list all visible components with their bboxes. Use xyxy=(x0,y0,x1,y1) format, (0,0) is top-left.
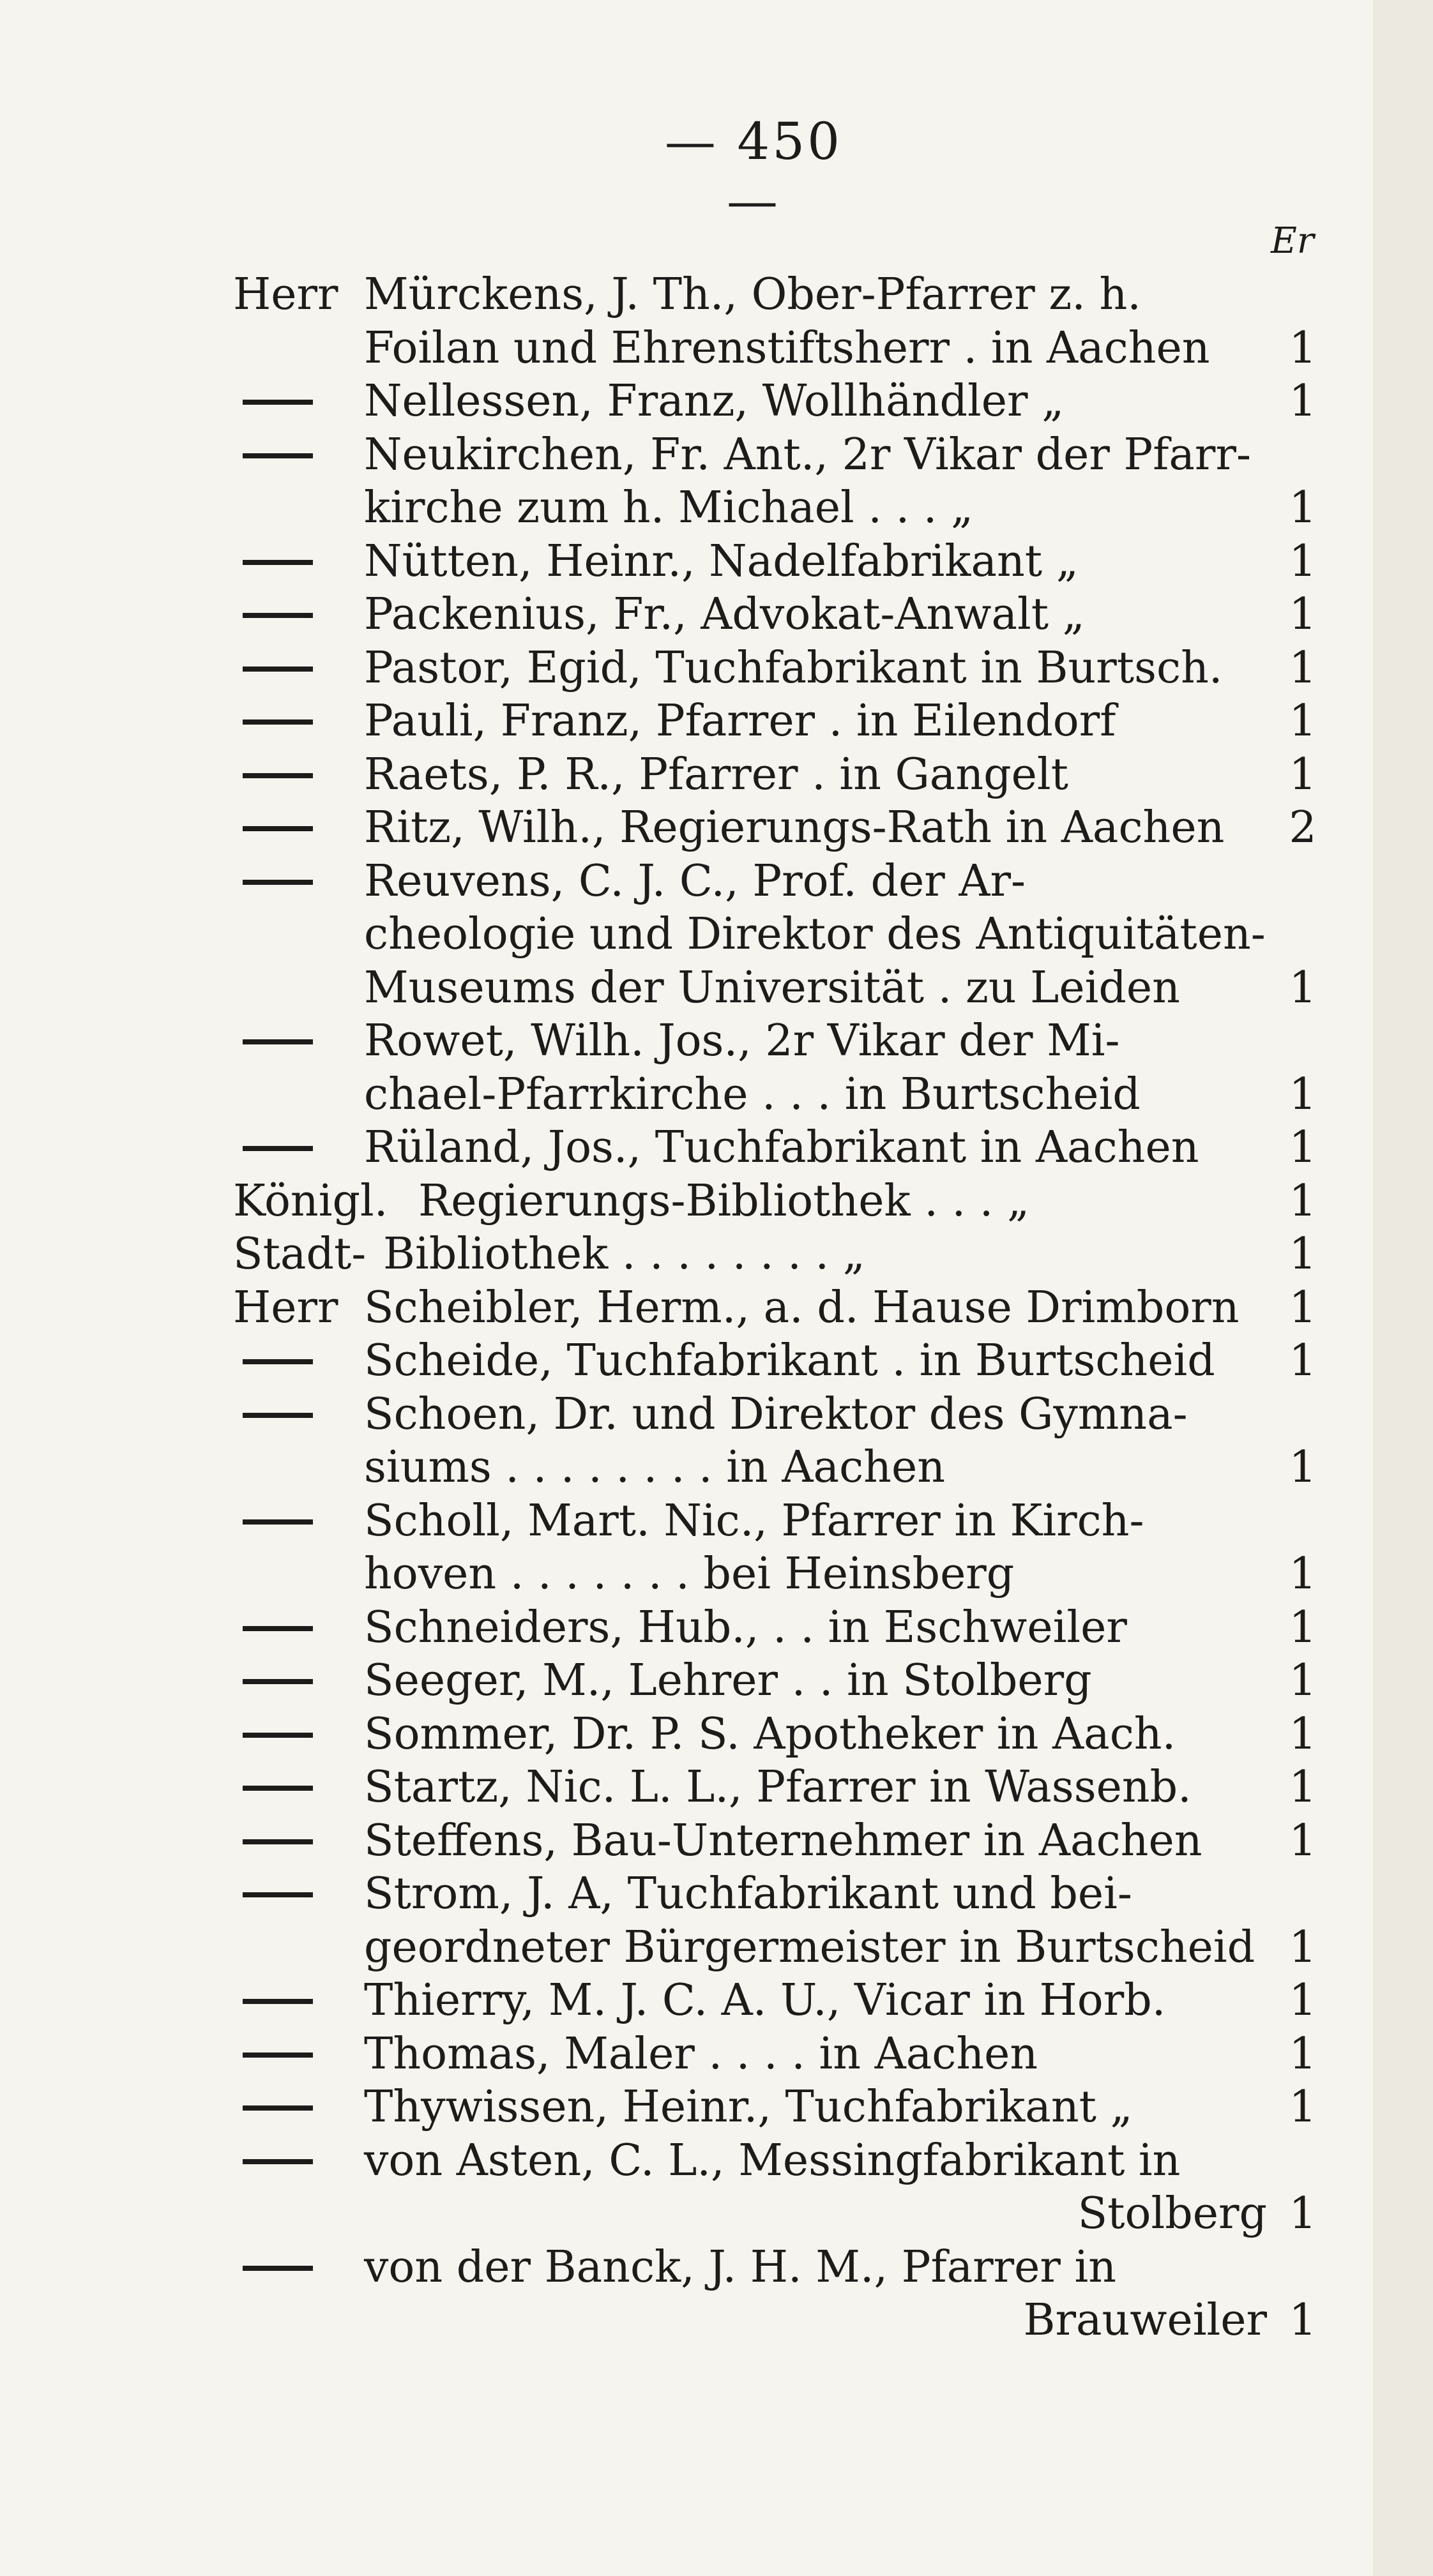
list-line xyxy=(0,908,1433,961)
page-number-value: 450 xyxy=(737,112,843,171)
entry-count: 1 xyxy=(1289,483,1317,533)
list-line xyxy=(0,1495,1433,1548)
entry-count: 1 xyxy=(1289,1922,1317,1973)
entry-text: Regierungs-Bibliothek . . . „ xyxy=(418,1175,1030,1226)
entry-text: hoven . . . . . . . bei Heinsberg xyxy=(364,1549,1015,1599)
list-line xyxy=(0,1121,1433,1174)
entry-text: Packenius, Fr., Advokat-Anwalt „ xyxy=(364,589,1085,640)
entry-count: 1 xyxy=(1289,1282,1317,1333)
list-line xyxy=(0,748,1433,801)
entry-count: 1 xyxy=(1289,749,1317,800)
entry-text: Foilan und Ehrenstiftsherr . in Aachen xyxy=(364,322,1210,373)
entry-prefix: Königl. xyxy=(233,1175,388,1226)
entry-text: kirche zum h. Michael . . . „ xyxy=(364,483,974,533)
ditto-dash xyxy=(243,1839,313,1844)
entry-text: Thywissen, Heinr., Tuchfabrikant „ xyxy=(364,2082,1133,2132)
page-number xyxy=(639,112,868,230)
list-line xyxy=(0,1867,1433,1920)
list-line xyxy=(0,961,1433,1014)
entry-prefix: Herr xyxy=(233,1282,338,1333)
list-line xyxy=(0,1228,1433,1281)
list-line xyxy=(0,1388,1433,1441)
page-number-dash-right: — xyxy=(727,171,780,230)
entry-text: von der Banck, J. H. M., Pfarrer in xyxy=(364,2241,1117,2293)
list-line xyxy=(0,1814,1433,1867)
entry-text: Rüland, Jos., Tuchfabrikant in Aachen xyxy=(364,1122,1199,1173)
list-line xyxy=(0,1281,1433,1334)
list-line xyxy=(0,2081,1433,2134)
entry-text: Schoen, Dr. und Direktor des Gymna- xyxy=(364,1389,1188,1440)
entry-text: Scheide, Tuchfabrikant . in Burtscheid xyxy=(364,1336,1215,1386)
entry-count: 1 xyxy=(1289,1815,1317,1866)
ditto-dash xyxy=(243,453,313,458)
entry-text: Strom, J. A, Tuchfabrikant und bei- xyxy=(364,1869,1132,1919)
entry-text: Mürckens, J. Th., Ober-Pfarrer z. h. xyxy=(364,269,1141,320)
list-line xyxy=(0,375,1433,428)
entry-prefix: Stadt- xyxy=(233,1229,367,1279)
list-line xyxy=(0,1921,1433,1974)
entry-count: 1 xyxy=(1289,642,1317,693)
list-line xyxy=(0,535,1433,588)
list-line xyxy=(0,1654,1433,1707)
entry-prefix: Herr xyxy=(233,269,338,320)
ditto-dash xyxy=(243,1413,313,1418)
ditto-dash xyxy=(243,1519,313,1525)
entry-text: Reuvens, C. J. C., Prof. der Ar- xyxy=(364,855,1026,907)
entry-text: Ritz, Wilh., Regierungs-Rath in Aachen xyxy=(364,802,1225,853)
list-line xyxy=(0,1974,1433,2027)
entry-text: cheologie und Direktor des Antiquitäten- xyxy=(364,909,1266,960)
entry-count: 1 xyxy=(1289,1069,1317,1120)
list-line xyxy=(0,322,1433,375)
entry-count: 1 xyxy=(1289,1442,1317,1493)
list-line xyxy=(0,642,1433,695)
catchword: Er xyxy=(1271,220,1314,262)
entry-count: 1 xyxy=(1289,1762,1317,1812)
entry-text: Brauweiler xyxy=(1023,2295,1267,2346)
ditto-dash xyxy=(243,1626,313,1631)
entry-text: Thomas, Maler . . . . in Aachen xyxy=(364,2028,1038,2079)
entry-text: von Asten, C. L., Messingfabrikant in xyxy=(364,2135,1181,2186)
list-line xyxy=(0,481,1433,534)
entry-text: Museums der Universität . zu Leiden xyxy=(364,962,1180,1013)
entry-text: Steffens, Bau-Unternehmer in Aachen xyxy=(364,1815,1202,1866)
ditto-dash xyxy=(243,719,313,725)
ditto-dash xyxy=(243,773,313,778)
entry-count: 1 xyxy=(1289,1549,1317,1599)
entry-count: 1 xyxy=(1289,1655,1317,1706)
entry-text: Schneiders, Hub., . . in Eschweiler xyxy=(364,1602,1127,1653)
entry-count: 1 xyxy=(1289,1122,1317,1173)
entry-text: Bibliothek . . . . . . . . „ xyxy=(383,1229,865,1279)
entry-text: Scheibler, Herm., a. d. Hause Drimborn xyxy=(364,1282,1240,1333)
ditto-dash xyxy=(243,1999,313,2004)
list-line xyxy=(0,695,1433,748)
list-line xyxy=(0,1068,1433,1121)
entry-count: 1 xyxy=(1289,322,1317,373)
list-line xyxy=(0,1014,1433,1067)
list-line xyxy=(0,2028,1433,2081)
entry-count: 1 xyxy=(1289,1175,1317,1226)
entry-count: 1 xyxy=(1289,962,1317,1013)
entry-count: 1 xyxy=(1289,1229,1317,1279)
ditto-dash xyxy=(243,1892,313,1897)
entry-text: Startz, Nic. L. L., Pfarrer in Wassenb. xyxy=(364,1762,1192,1812)
ditto-dash xyxy=(243,880,313,885)
list-line xyxy=(0,1548,1433,1601)
list-line xyxy=(0,588,1433,641)
ditto-dash xyxy=(243,1786,313,1791)
ditto-dash xyxy=(243,1146,313,1151)
ditto-dash xyxy=(243,613,313,618)
entry-text: Sommer, Dr. P. S. Apotheker in Aach. xyxy=(364,1708,1176,1759)
entry-text: Rowet, Wilh. Jos., 2r Vikar der Mi- xyxy=(364,1016,1120,1066)
ditto-dash xyxy=(243,826,313,831)
ditto-dash xyxy=(243,2266,313,2271)
entry-count: 2 xyxy=(1289,802,1317,853)
list-line xyxy=(0,1761,1433,1814)
entry-count: 1 xyxy=(1289,1975,1317,2026)
entry-count: 1 xyxy=(1289,696,1317,746)
entry-text: Thierry, M. J. C. A. U., Vicar in Horb. xyxy=(364,1975,1166,2026)
ditto-dash xyxy=(243,667,313,672)
list-line xyxy=(0,855,1433,908)
page-number-dash-left: — xyxy=(664,112,738,171)
list-line xyxy=(0,2241,1433,2294)
ditto-dash xyxy=(243,560,313,565)
entry-count: 1 xyxy=(1289,2188,1317,2239)
entry-text: Nellessen, Franz, Wollhändler „ xyxy=(364,376,1065,426)
entry-text: Seeger, M., Lehrer . . in Stolberg xyxy=(364,1655,1092,1706)
list-line xyxy=(0,2294,1433,2347)
entry-text: siums . . . . . . . . in Aachen xyxy=(364,1442,945,1493)
ditto-dash xyxy=(243,1359,313,1364)
entry-text: chael-Pfarrkirche . . . in Burtscheid xyxy=(364,1069,1141,1120)
list-line xyxy=(0,2187,1433,2240)
list-line xyxy=(0,2134,1433,2187)
list-line xyxy=(0,801,1433,854)
entry-text: Raets, P. R., Pfarrer . in Gangelt xyxy=(364,749,1068,800)
entry-text: geordneter Bürgermeister in Burtscheid xyxy=(364,1922,1255,1973)
list-line xyxy=(0,428,1433,481)
list-line xyxy=(0,1334,1433,1387)
entry-count: 1 xyxy=(1289,1708,1317,1759)
entry-count: 1 xyxy=(1289,2082,1317,2132)
entry-count: 1 xyxy=(1289,2295,1317,2346)
ditto-dash xyxy=(243,1733,313,1738)
entry-count: 1 xyxy=(1289,1602,1317,1653)
ditto-dash xyxy=(243,1039,313,1044)
list-line xyxy=(0,268,1433,321)
entry-count: 1 xyxy=(1289,1336,1317,1386)
entry-count: 1 xyxy=(1289,2028,1317,2079)
entry-text: Stolberg xyxy=(1077,2188,1267,2239)
list-line xyxy=(0,1441,1433,1494)
entry-count: 1 xyxy=(1289,589,1317,640)
entry-count: 1 xyxy=(1289,536,1317,587)
list-line xyxy=(0,1601,1433,1654)
ditto-dash xyxy=(243,1679,313,1684)
entry-text: Scholl, Mart. Nic., Pfarrer in Kirch- xyxy=(364,1495,1144,1546)
ditto-dash xyxy=(243,400,313,405)
ditto-dash xyxy=(243,2159,313,2164)
entry-text: Nütten, Heinr., Nadelfabrikant „ xyxy=(364,536,1079,587)
entry-count: 1 xyxy=(1289,376,1317,426)
ditto-dash xyxy=(243,2053,313,2058)
entry-text: Pastor, Egid, Tuchfabrikant in Burtsch. xyxy=(364,642,1223,693)
ditto-dash xyxy=(243,2105,313,2111)
list-line xyxy=(0,1175,1433,1228)
list-line xyxy=(0,1708,1433,1761)
entry-text: Pauli, Franz, Pfarrer . in Eilendorf xyxy=(364,696,1116,746)
entry-text: Neukirchen, Fr. Ant., 2r Vikar der Pfarr- xyxy=(364,429,1251,480)
